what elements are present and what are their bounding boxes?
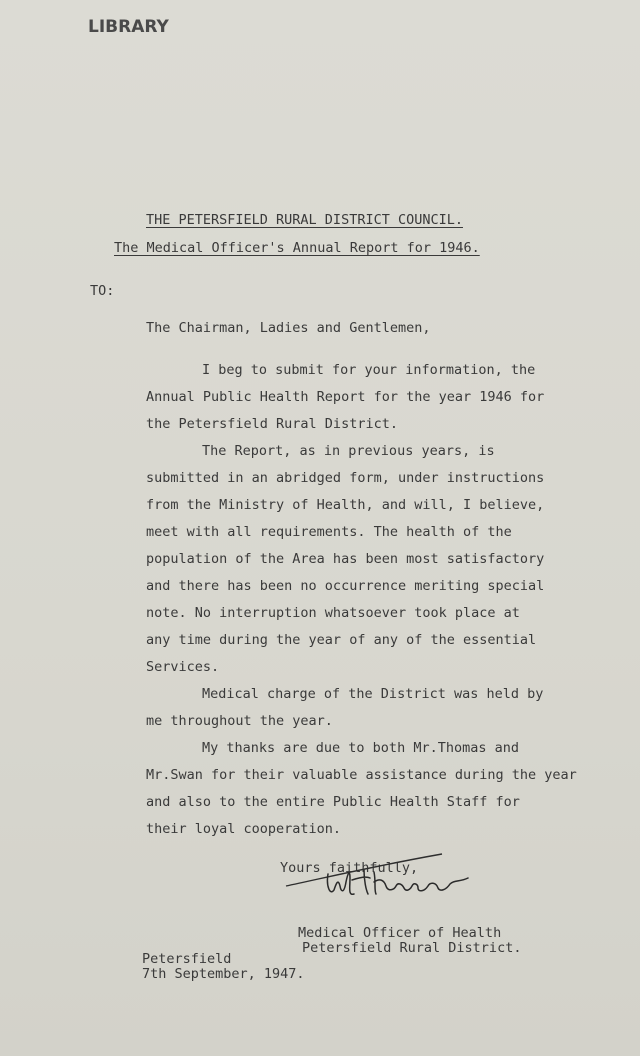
body-line: and also to the entire Public Health Staff for <box>146 794 520 810</box>
signature-title: Medical Officer of Health <box>298 925 502 941</box>
body-line: submitted in an abridged form, under instructions <box>146 470 545 486</box>
body-line: meet with all requirements. The health of the <box>146 524 512 540</box>
date: 7th September, 1947. <box>142 966 305 982</box>
to-label: TO: <box>90 283 115 299</box>
body-line: me throughout the year. <box>146 713 333 729</box>
body-line: The Report, as in previous years, is <box>202 443 495 459</box>
body-line: Services. <box>146 659 220 675</box>
body-line: My thanks are due to both Mr.Thomas and <box>202 740 519 756</box>
place: Petersfield <box>142 951 232 967</box>
body-line: Annual Public Health Report for the year 1946 for <box>146 389 545 405</box>
council-heading: THE PETERSFIELD RURAL DISTRICT COUNCIL. <box>146 212 463 228</box>
salutation: The Chairman, Ladies and Gentlemen, <box>146 320 431 336</box>
handwritten-signature <box>324 864 474 904</box>
body-line: Mr.Swan for their valuable assistance during the year <box>146 767 577 783</box>
body-line: Medical charge of the District was held by <box>202 686 544 702</box>
body-line: their loyal cooperation. <box>146 821 342 837</box>
body-line: population of the Area has been most satisfactory <box>146 551 545 567</box>
library-stamp: LIBRARY <box>88 17 169 37</box>
body-line: note. No interruption whatsoever took place at <box>146 605 520 621</box>
report-heading: The Medical Officer's Annual Report for 1946. <box>114 240 480 256</box>
body-line: the Petersfield Rural District. <box>146 416 398 432</box>
body-line: and there has been no occurrence meriting special <box>146 578 545 594</box>
closing: Yours faithfully, <box>280 860 419 876</box>
signature-org: Petersfield Rural District. <box>302 940 522 956</box>
body-line: I beg to submit for your information, the <box>202 362 536 378</box>
body-line: from the Ministry of Health, and will, I believe, <box>146 497 545 513</box>
body-line: any time during the year of any of the essential <box>146 632 537 648</box>
